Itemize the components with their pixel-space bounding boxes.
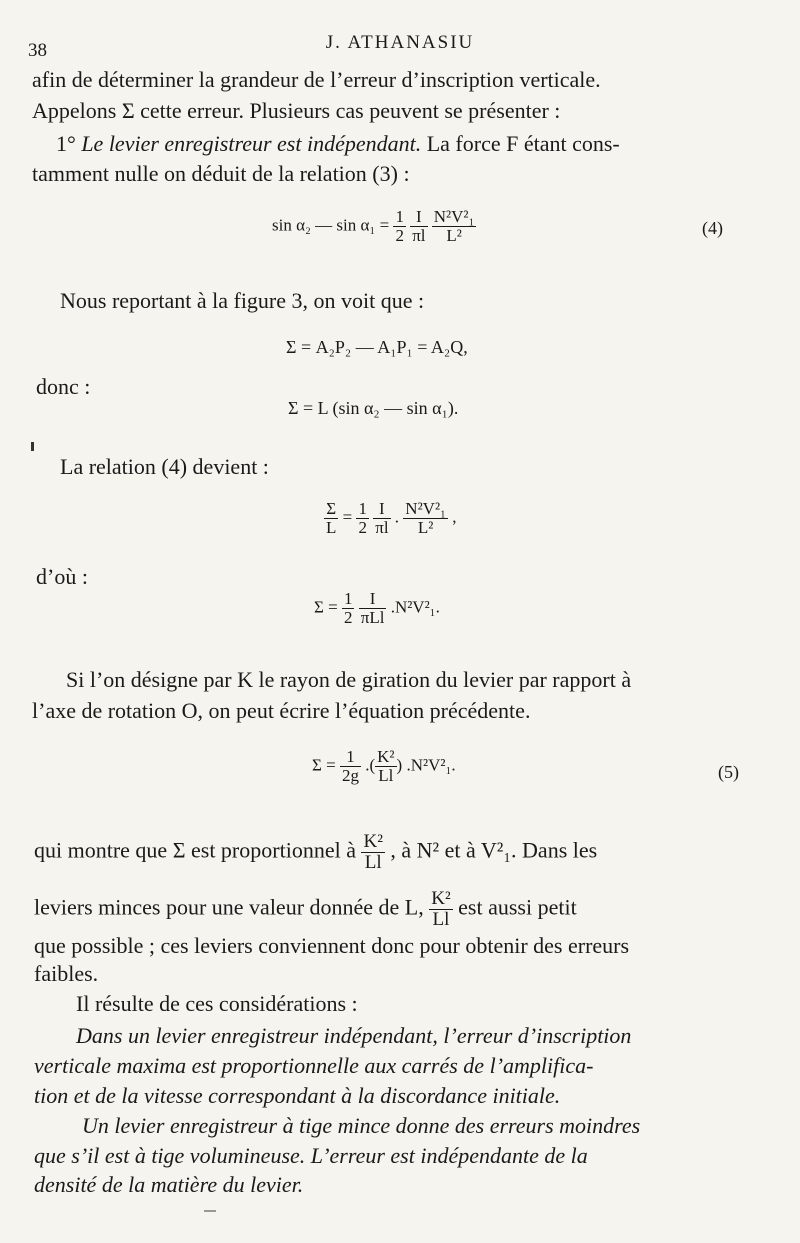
text-line: d’où : [36, 564, 88, 589]
fraction: $\frac{\text{N²V²₁}}{\text{L²}}$ [433, 207, 475, 245]
text-line: densité de la matière du levier. [34, 1172, 304, 1197]
text-line: Appelons Σ cette erreur. Plusieurs cas peuvent se présenter : [32, 98, 561, 123]
equation-number: (5) [718, 762, 739, 782]
fraction: $\frac{\text{N²V²₁}}{\text{L²}}$ [405, 499, 446, 537]
text-line: que s’il est à tige volumineuse. L’erreur est indépendante de la [34, 1143, 588, 1168]
fraction: $\frac{1}{2}$ [358, 499, 367, 537]
text-line: donc : [36, 374, 91, 399]
fraction: $\frac{\Sigma}{L}$ [326, 499, 337, 537]
equation-5: Σ = $\frac{1}{2g}$ .( $\frac{\text{K²}}{Ll}$ ) .N²V²₁. [312, 747, 456, 785]
text-line: afin de déterminer la grandeur de l’erreur d’inscription verticale. [32, 67, 601, 92]
equation: $\frac{\Sigma}{L}$ = $\frac{1}{2}$ $\frac{I}{\pi l}$ . $\frac{\text{N²V²₁}}{\text{L²}}$ , [326, 499, 457, 537]
fraction: $\frac{\text{K²}}{Ll}$ [363, 831, 383, 873]
fraction: $\frac{I}{\pi l}$ [375, 499, 389, 537]
margin-mark [31, 442, 34, 451]
text-line: Un levier enregistreur à tige mince donne des erreurs moindres [82, 1113, 641, 1138]
fraction: $\frac{\text{K²}}{Ll}$ [431, 888, 451, 930]
text-line: tion et de la vitesse correspondant à la discordance initiale. [34, 1083, 561, 1108]
case-title: Le levier enregistreur est indépendant. [81, 131, 422, 156]
equation-number: (4) [702, 218, 723, 238]
fraction: $\frac{I}{\text{πLl}}$ [360, 589, 385, 627]
fraction: $\frac{I}{\pi l}$ [412, 207, 426, 245]
case-number: 1° [56, 131, 76, 156]
fraction: $\frac{1}{2}$ [395, 207, 404, 245]
equation: Σ = A₂P₂ — A₁P₁ = A₂Q, [286, 337, 468, 357]
text-line: Si l’on désigne par K le rayon de giration du levier par rapport à [66, 667, 632, 692]
text-line: Dans un levier enregistreur indépendant, l’erreur d’inscription [76, 1023, 632, 1048]
text-line: leviers minces pour une valeur donnée de L, $\frac{\text{K²}}{Ll}$ est aussi petit [34, 888, 577, 930]
text-line: Nous reportant à la figure 3, on voit que : [60, 288, 425, 313]
text-line: que possible ; ces leviers conviennent donc pour obtenir des erreurs [34, 933, 630, 958]
eq-lhs: sin α₂ — sin α₁ = [272, 215, 390, 235]
text-line: l’axe de rotation O, on peut écrire l’équation précédente. [32, 698, 531, 723]
page-number: 38 [28, 40, 47, 61]
text-line: Il résulte de ces considérations : [76, 991, 358, 1016]
text-line: tamment nulle on déduit de la relation (3) : [32, 161, 410, 186]
bottom-mark [204, 1210, 216, 1212]
equation-4 [272, 208, 476, 245]
text-line: faibles. [34, 961, 99, 986]
equation: Σ = L (sin α₂ — sin α₁). [288, 398, 459, 418]
text-line: verticale maxima est proportionnelle aux carrés de l’amplifica- [34, 1053, 594, 1078]
running-head-author: J. ATHANASIU [325, 32, 475, 53]
fraction: $\frac{1}{2g}$ [341, 747, 359, 785]
text-run: La force F étant cons- [426, 131, 620, 156]
text-line: La relation (4) devient : [60, 454, 269, 479]
fraction: $\frac{\text{K²}}{Ll}$ [377, 747, 395, 785]
text-line-case-1 [56, 130, 620, 158]
fraction: $\frac{1}{2}$ [343, 589, 353, 627]
equation: Σ = $\frac{1}{2}$ $\frac{I}{\text{πLl}}$ .N²V²₁. [314, 589, 440, 627]
text-line: qui montre que Σ est proportionnel à $\frac{\text{K²}}{Ll}$ , à N² et à V²₁. Dans les [34, 831, 598, 873]
